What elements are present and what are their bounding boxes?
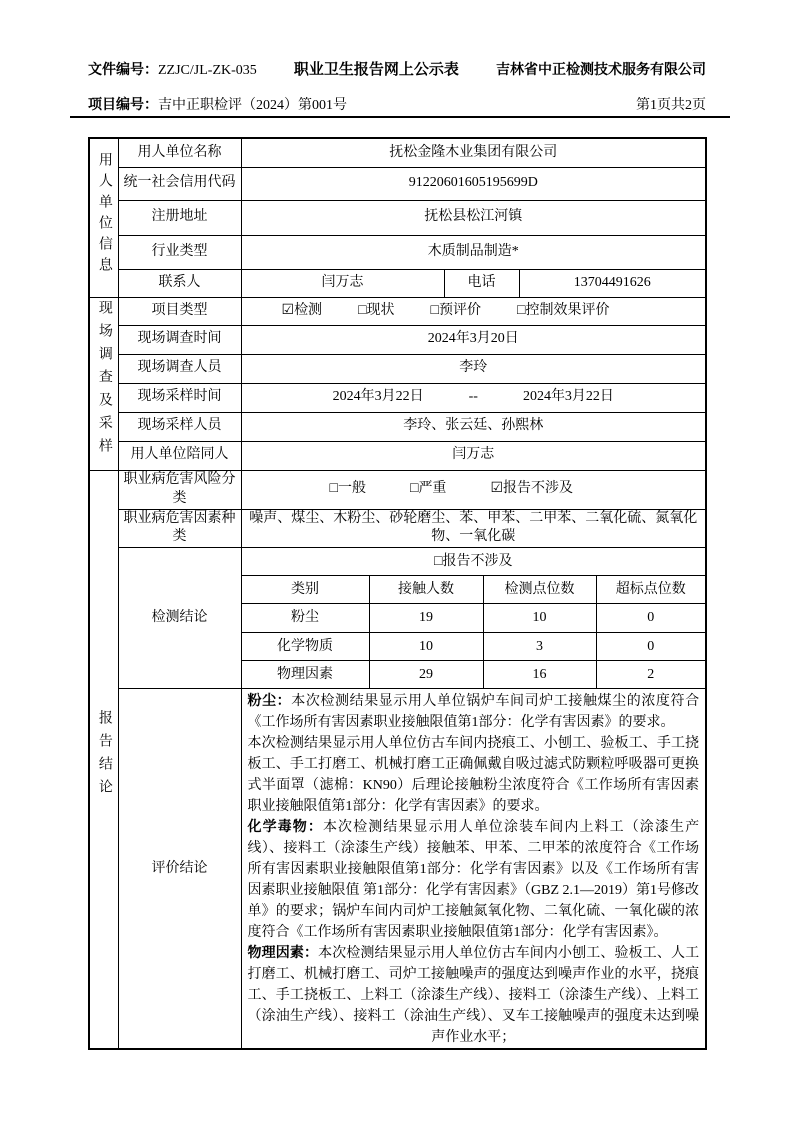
project-number-value: 吉中正职检评（2024）第001号 — [158, 98, 347, 113]
sampling-date-value — [241, 383, 706, 412]
option-label: 预评价 — [439, 302, 481, 318]
option-label: 报告不涉及 — [503, 481, 573, 497]
checkbox-not-involved — [490, 480, 573, 498]
paragraph-body: 本次检测结果显示用人单位涂装车间内上料工（涂漆生产线）、接料工（涂漆生产线）接触苯、甲苯、二甲苯的浓度符合《工作场所有害因素职业接触限值第1部分：化学有害因素》以及《工作场所有害因素职业接触限值 第1部分：化学有害因素》（GBZ 2.1—2019）第1号修改单》的要求；锅炉车间内司炉工接触氮氧化物、二氧化硫、一氧化碳的浓度符合《工作场所有害因素职业接触限值第1部分：化学有害因素》。 — [247, 820, 700, 941]
sampling-date-label: 现场采样时间 — [118, 383, 241, 412]
paragraph-body: 本次检测结果显示用人单位锅炉车间司炉工接触煤尘的浓度符合《工作场所有害因素职业接触限值第1部分：化学有害因素》的要求。 — [247, 694, 700, 731]
contact-label: 联系人 — [118, 269, 241, 297]
date-range-separator: -- — [468, 389, 478, 405]
employer-name-value: 抚松金隆木业集团有限公司 — [241, 138, 706, 167]
cell-category: 粉尘 — [241, 604, 369, 633]
page-title: 职业卫生报告网上公示表 — [293, 62, 459, 78]
checkbox-severe — [410, 480, 446, 498]
option-label: 严重 — [418, 481, 447, 497]
option-label: 现状 — [366, 302, 395, 318]
cell-exposed: 19 — [369, 604, 483, 633]
checkbox-detection — [282, 302, 323, 320]
paragraph-dust — [248, 691, 700, 733]
cell-points: 16 — [483, 661, 596, 689]
project-type-option-group — [244, 302, 704, 320]
page-number: 第1页共2页 — [636, 98, 706, 113]
survey-date-value: 2024年3月20日 — [241, 325, 706, 354]
cell-category: 化学物质 — [241, 633, 369, 661]
section-label: 报告结论 — [96, 710, 112, 803]
paragraph-body: 本次检测结果显示用人单位仿古车间内挠痕工、小刨工、验板工、手工挠板工、手工打磨工、机械打磨工正确佩戴自吸过滤式防颗粒呼吸器可更换式半面罩（滤棉：KN90）后理论接触粉尘浓度符合《工作场所有害因素职业接触限值第1部分：化学有害因素》的要求。 — [247, 736, 700, 815]
risk-class-label: 职业病危害风险分类 — [118, 470, 241, 509]
cell-exceed: 2 — [596, 661, 706, 689]
cell-exceed: 0 — [596, 604, 706, 633]
credit-code-label: 统一社会信用代码 — [118, 167, 241, 200]
checkbox-unchecked-icon: □ — [517, 302, 526, 318]
industry-label: 行业类型 — [118, 235, 241, 269]
sampling-date-range — [244, 388, 704, 406]
option-label: 检测 — [294, 302, 323, 318]
header-divider — [70, 116, 730, 118]
checkbox-unchecked-icon: □ — [409, 481, 419, 497]
risk-option-group — [244, 480, 704, 498]
hazard-types-label: 职业病危害因素种类 — [118, 509, 241, 548]
survey-date-label: 现场调查时间 — [118, 325, 241, 354]
checkbox-status-quo — [358, 302, 394, 320]
checkbox-unchecked-icon: □ — [358, 302, 367, 318]
credit-code-value: 91220601605195699D — [241, 167, 706, 200]
evaluation-conclusion-label: 评价结论 — [118, 689, 241, 1050]
project-number — [88, 94, 347, 114]
address-label: 注册地址 — [118, 200, 241, 235]
hazard-types-value: 噪声、煤尘、木粉尘、砂轮磨尘、苯、甲苯、二甲苯、二氧化硫、氮氧化物、一氧化碳 — [241, 509, 706, 548]
employer-name-label: 用人单位名称 — [118, 138, 241, 167]
paragraph-dust-2 — [248, 733, 700, 817]
cell-exposed: 29 — [369, 661, 483, 689]
phone-label: 电话 — [444, 269, 519, 297]
col-header-category: 类别 — [241, 576, 369, 604]
project-type-label: 项目类型 — [118, 297, 241, 325]
paragraph-body: 本次检测结果显示用人单位仿古车间内小刨工、验板工、人工打磨工、机械打磨工、司炉工接触噪声的强度达到噪声作业的水平，挠痕工、手工挠板工、上料工（涂漆生产线）、接料工（涂漆生产线）、上料工（涂油生产线）、接料工（涂油生产线）、叉车工接触噪声的强度未达到噪声作业水平； — [247, 946, 700, 1046]
sampling-start-date: 2024年3月22日 — [332, 389, 424, 405]
survey-staff-label: 现场调查人员 — [118, 354, 241, 383]
sampling-staff-value: 李玲、张云廷、孙熙林 — [241, 412, 706, 441]
checkbox-general — [330, 480, 366, 498]
escort-label: 用人单位陪同人 — [118, 441, 241, 470]
escort-value: 闫万志 — [241, 441, 706, 470]
col-header-exposed: 接触人数 — [369, 576, 483, 604]
option-label: 一般 — [337, 481, 366, 497]
section-report-conclusion — [89, 470, 118, 1049]
col-header-exceed: 超标点位数 — [596, 576, 706, 604]
cell-points: 3 — [483, 633, 596, 661]
phone-value: 13704491626 — [519, 269, 706, 297]
paragraph-chemical — [248, 817, 700, 943]
checkbox-unchecked-icon: □ — [430, 302, 439, 318]
detection-not-involved — [241, 548, 706, 576]
cell-category: 物理因素 — [241, 661, 369, 689]
organization-name: 吉林省中正检测技术服务有限公司 — [496, 63, 706, 78]
cell-exceed: 0 — [596, 633, 706, 661]
paragraph-lead: 粉尘： — [247, 694, 292, 710]
paragraph-lead: 物理因素： — [247, 946, 319, 962]
report-table — [88, 137, 707, 1050]
evaluation-conclusion-text — [241, 689, 706, 1050]
sampling-staff-label: 现场采样人员 — [118, 412, 241, 441]
page-header-row2 — [88, 94, 706, 114]
page-header-row1 — [88, 58, 706, 79]
checkbox-checked-icon: ☑ — [281, 302, 295, 318]
survey-staff-value: 李玲 — [241, 354, 706, 383]
section-site-survey — [89, 297, 118, 470]
option-label: 控制效果评价 — [525, 302, 610, 318]
paragraph-lead: 化学毒物： — [247, 820, 323, 836]
cell-points: 10 — [483, 604, 596, 633]
sampling-end-date: 2024年3月22日 — [522, 389, 614, 405]
cell-exposed: 10 — [369, 633, 483, 661]
file-number-value: ZZJC/JL-ZK-035 — [158, 63, 257, 78]
option-label: 报告不涉及 — [442, 553, 513, 569]
address-value: 抚松县松江河镇 — [241, 200, 706, 235]
checkbox-checked-icon: ☑ — [490, 481, 503, 497]
checkbox-unchecked-icon: □ — [434, 553, 443, 569]
contact-value: 闫万志 — [241, 269, 444, 297]
project-number-label: 项目编号： — [88, 98, 158, 113]
industry-value: 木质制品制造* — [241, 235, 706, 269]
risk-class-options — [241, 470, 706, 509]
paragraph-physical — [248, 943, 700, 1048]
section-employer-info — [89, 138, 118, 297]
section-label: 用人单位信息 — [96, 151, 112, 278]
checkbox-unchecked-icon: □ — [329, 481, 338, 497]
checkbox-control-effect — [517, 302, 609, 320]
file-number — [88, 59, 257, 79]
file-number-label: 文件编号： — [88, 63, 158, 78]
checkbox-pre-evaluation — [431, 302, 481, 320]
section-label: 现场调查及采样 — [96, 299, 112, 461]
project-type-options — [241, 297, 706, 325]
col-header-points: 检测点位数 — [483, 576, 596, 604]
detection-conclusion-label: 检测结论 — [118, 548, 241, 689]
